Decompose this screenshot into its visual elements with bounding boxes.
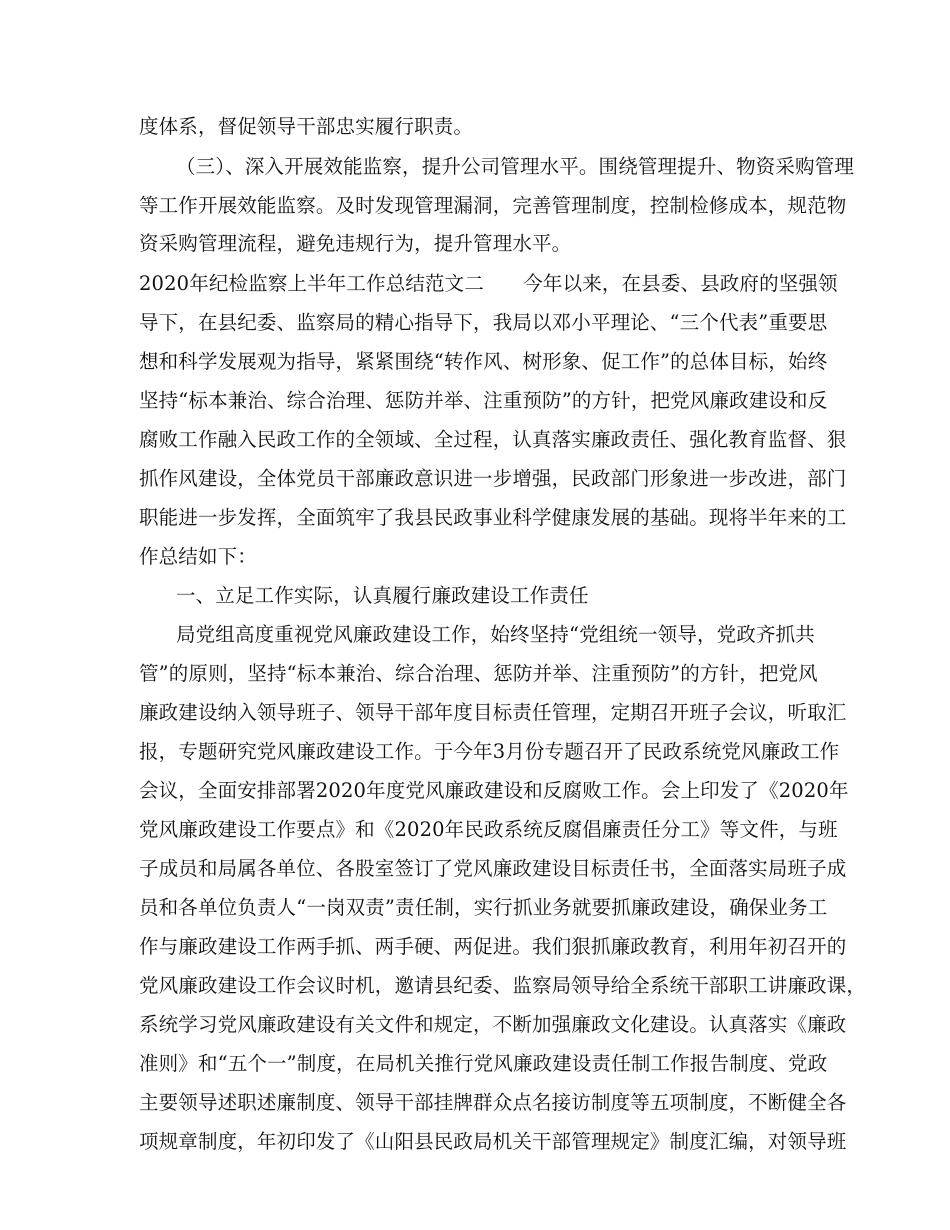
text-line: 项规章制度，年初印发了《山阳县民政局机关干部管理规定》制度汇编，对领导班 [139,1130,847,1153]
text-line: 导下，在县纪委、监察局的精心指导下，我局以邓小平理论、“三个代表”重要思 [139,311,828,334]
text-line: 会议，全面安排部署2020年度党风廉政建设和反腐败工作。会上印发了《2020年 [139,779,849,802]
text-line: 廉政建设纳入领导班子、领导干部年度目标责任管理，定期召开班子会议，听取汇 [139,701,847,724]
text-line: 抓作风建设，全体党员干部廉政意识进一步增强，民政部门形象进一步改进，部门 [139,467,847,490]
text-line: 资采购管理流程，避免违规行为，提升管理水平。 [139,232,572,255]
text-line: 党风廉政建设工作会议时机，邀请县纪委、监察局领导给全系统干部职工讲廉政课， [139,974,867,997]
section-heading-line: 2020年纪检监察上半年工作总结范文二 今年以来，在县委、县政府的坚强领 [139,272,838,295]
text-line: 度体系，督促领导干部忠实履行职责。 [139,115,474,138]
text-line: 腐败工作融入民政工作的全领域、全过程，认真落实廉政责任、强化教育监督、狠 [139,428,847,451]
text-line: 员和各单位负责人“一岗双责”责任制，实行抓业务就要抓廉政建设，确保业务工 [139,896,828,919]
text-line: 党风廉政建设工作要点》和《2020年民政系统反腐倡廉责任分工》等文件，与班 [139,818,838,841]
text-line: 职能进一步发挥，全面筑牢了我县民政事业科学健康发展的基础。现将半年来的工 [139,506,847,529]
text-line: 等工作开展效能监察。及时发现管理漏洞，完善管理制度，控制检修成本，规范物 [139,194,847,217]
text-line: 主要领导述职述廉制度、领导干部挂牌群众点名接访制度等五项制度，不断健全各 [139,1091,847,1114]
text-line: 坚持“标本兼治、综合治理、惩防并举、注重预防”的方针，把党风廉政建设和反 [139,389,828,412]
text-line: 系统学习党风廉政建设有关文件和规定，不断加强廉政文化建设。认真落实《廉政 [139,1013,847,1036]
text-line: 准则》和“五个一”制度，在局机关推行党风廉政建设责任制工作报告制度、党政 [139,1052,828,1075]
text-line: （三）、深入开展效能监察，提升公司管理水平。围绕管理提升、物资采购管理 [176,155,855,178]
subheading-line: 一、立足工作实际，认真履行廉政建设工作责任 [176,584,589,607]
text-line: 管”的原则，坚持“标本兼治、综合治理、惩防并举、注重预防”的方针，把党风 [139,662,818,685]
text-line: 报，专题研究党风廉政建设工作。于今年3月份专题召开了民政系统党风廉政工作 [139,740,840,763]
text-line: 子成员和局属各单位、各股室签订了党风廉政建设目标责任书，全面落实局班子成 [139,857,847,880]
text-line: 作总结如下： [139,545,257,568]
text-line: 想和科学发展观为指导，紧紧围绕“转作风、树形象、促工作”的总体目标，始终 [139,350,828,373]
text-line: 作与廉政建设工作两手抓、两手硬、两促进。我们狠抓廉政教育，利用年初召开的 [139,935,847,958]
text-line: 局党组高度重视党风廉政建设工作，始终坚持“党组统一领导，党政齐抓共 [176,623,815,646]
